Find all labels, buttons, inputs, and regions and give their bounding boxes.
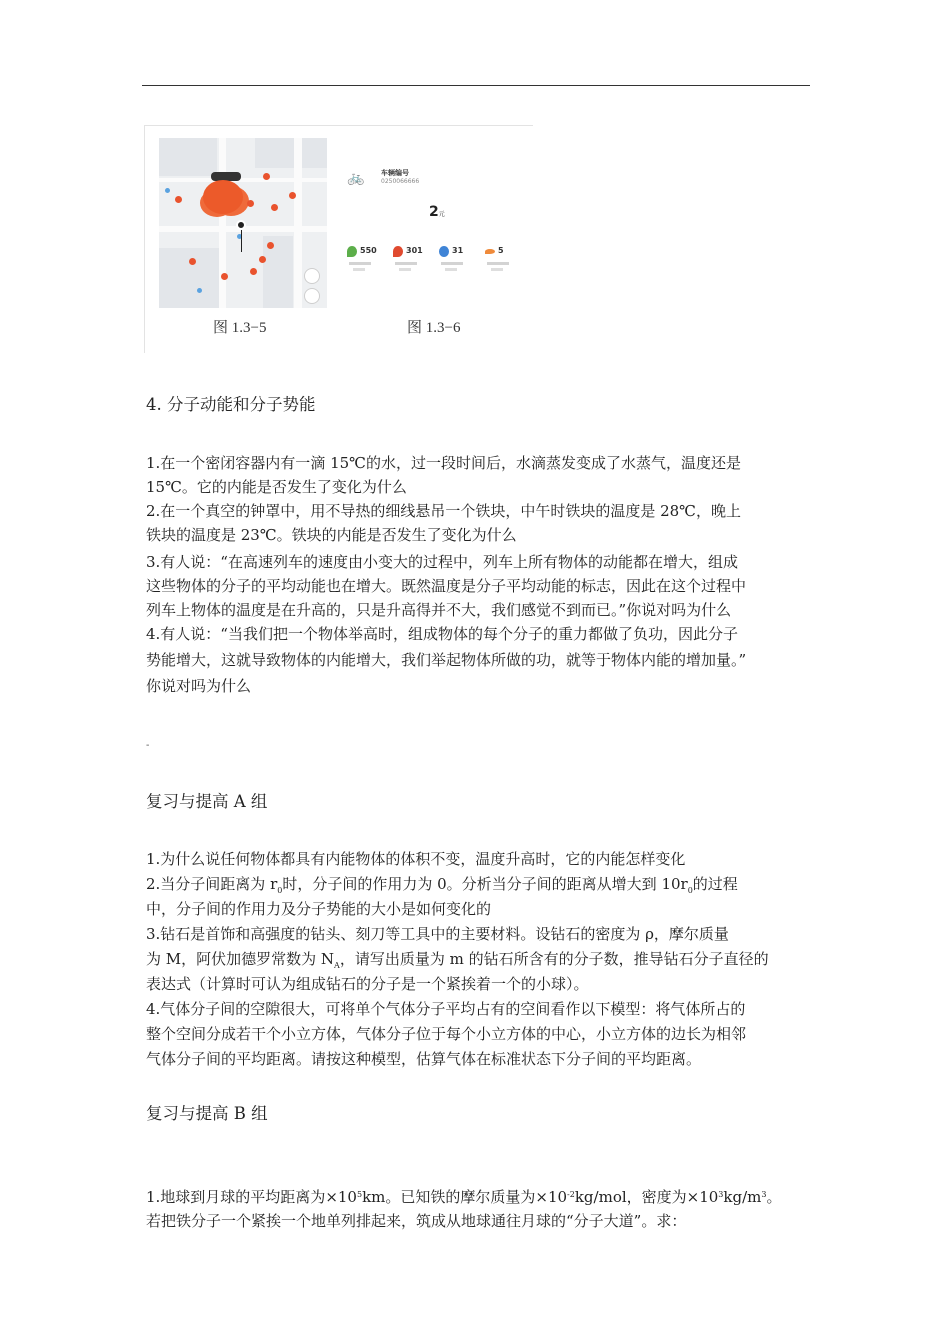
question-line: 3.钻石是首饰和高强度的钻头、刻刀等工具中的主要材料。设钻石的密度为 ρ，摩尔质量 xyxy=(146,925,729,943)
question-line: 你说对吗为什么 xyxy=(146,677,252,695)
map-control-button xyxy=(304,268,320,284)
ride-price xyxy=(429,204,445,220)
question-line: 列车上物体的温度是在升高的，只是升高得并不大，我们感觉不到而已。”你说对吗为什么 xyxy=(146,601,732,619)
bike-marker xyxy=(259,256,266,263)
bike-marker xyxy=(189,258,196,265)
flame-icon xyxy=(393,246,403,257)
map-block xyxy=(159,248,219,308)
question-line: 1.地球到月球的平均距离为$\times 10^5km$。已知铁的摩尔质量为$\times 10^{-2}kg$/mol，密度为$\times 10^3kg/m^3$。 xyxy=(146,1188,782,1206)
question-line: 中，分子间的作用力及分子势能的大小是如何变化的 xyxy=(146,900,492,918)
map-block xyxy=(159,138,217,176)
question-line: 势能增大，这就导致物体的内能增大，我们举起物体所做的功，就等于物体内能的增加量。” xyxy=(146,651,747,669)
price-value: 2 xyxy=(429,204,439,220)
poi-marker xyxy=(165,188,170,193)
bike-marker xyxy=(267,242,274,249)
bike-marker xyxy=(247,200,254,207)
bike-marker xyxy=(289,192,296,199)
question-line: 3.有人说：“在高速列车的速度由小变大的过程中，列车上所有物体的动能都在增大，组成 xyxy=(146,553,738,571)
question-line: 1.在一个密闭容器内有一滴 15℃的水，过一段时间后，水滴蒸发变成了水蒸气，温度还是 xyxy=(146,454,741,472)
group-b-title: 复习与提高 B 组 xyxy=(146,1104,268,1123)
question-line: 2.在一个真空的钟罩中，用不导热的细线悬吊一个铁块，中午时铁块的温度是 28℃，晚上 xyxy=(146,502,741,520)
vehicle-number: 0250066666 xyxy=(381,178,420,185)
leaf-icon xyxy=(347,246,357,257)
location-pin-stem xyxy=(241,230,242,252)
location-pin-icon xyxy=(236,220,246,230)
question-line: 铁块的温度是 23℃。铁块的内能是否发生了变化为什么 xyxy=(146,526,517,544)
stat-value: 31 xyxy=(452,246,464,255)
map-control-button xyxy=(304,288,320,304)
bike-marker xyxy=(221,273,228,280)
question-line: 若把铁分子一个紧挨一个地单列排起来，筑成从地球通往月球的“分子大道”。求： xyxy=(146,1212,687,1230)
stray-mark: - xyxy=(146,740,150,751)
ride-panel-image xyxy=(347,156,525,306)
bike-cluster-marker xyxy=(203,180,243,214)
stat-value: 550 xyxy=(360,246,377,255)
map-road xyxy=(294,138,302,308)
bike-marker xyxy=(250,268,257,275)
bike-marker xyxy=(263,173,270,180)
question-line: 15℃。它的内能是否发生了变化为什么 xyxy=(146,478,407,496)
map-road xyxy=(159,178,327,182)
question-line: 为 M，阿伏加德罗常数为 $N_A$，请写出质量为 m 的钻石所含有的分子数，推导钻石分子直径的 xyxy=(146,950,769,970)
section-title: 4. 分子动能和分子势能 xyxy=(146,395,316,414)
group-a-title: 复习与提高 A 组 xyxy=(146,792,268,811)
bike-marker xyxy=(271,204,278,211)
map-image xyxy=(159,138,327,308)
vehicle-label: 车辆编号 xyxy=(381,169,409,177)
figure-caption-right: 图 1.3−6 xyxy=(407,320,461,336)
question-line: 2.当分子间距离为 $r_0$时，分子间的作用力为 0。分析当分子间的距离从增大到 $10r_0$的过程 xyxy=(146,875,738,895)
bike-marker xyxy=(175,196,182,203)
stat-value: 301 xyxy=(406,246,423,255)
question-line: 4.气体分子间的空隙很大，可将单个气体分子平均占有的空间看作以下模型：将气体所占的 xyxy=(146,1000,746,1018)
question-line: 表达式（计算时可认为组成钻石的分子是一个紧挨着一个的小球）。 xyxy=(146,975,589,993)
figure-caption-left: 图 1.3−5 xyxy=(213,320,267,336)
map-block xyxy=(255,138,327,168)
question-line: 4.有人说：“当我们把一个物体举高时，组成物体的每个分子的重力都做了负功，因此分子 xyxy=(146,625,738,643)
clock-icon xyxy=(439,246,449,257)
question-line: 整个空间分成若干个小立方体，气体分子位于每个小立方体的中心，小立方体的边长为相邻 xyxy=(146,1025,747,1043)
poi-marker xyxy=(197,288,202,293)
distance-icon xyxy=(485,249,495,254)
question-line: 1.为什么说任何物体都具有内能物体的体积不变，温度升高时，它的内能怎样变化 xyxy=(146,850,686,868)
bicycle-icon: 🚲 xyxy=(347,170,365,186)
question-line: 气体分子间的平均距离。请按这种模型，估算气体在标准状态下分子间的平均距离。 xyxy=(146,1050,702,1068)
map-road xyxy=(219,138,226,308)
question-line: 这些物体的分子的平均动能也在增大。既然温度是分子平均动能的标志，因此在这个过程中 xyxy=(146,577,747,595)
stat-value: 5 xyxy=(498,246,504,255)
price-unit: 元 xyxy=(438,211,445,218)
header-rule xyxy=(142,85,810,86)
figure-block xyxy=(144,125,533,353)
